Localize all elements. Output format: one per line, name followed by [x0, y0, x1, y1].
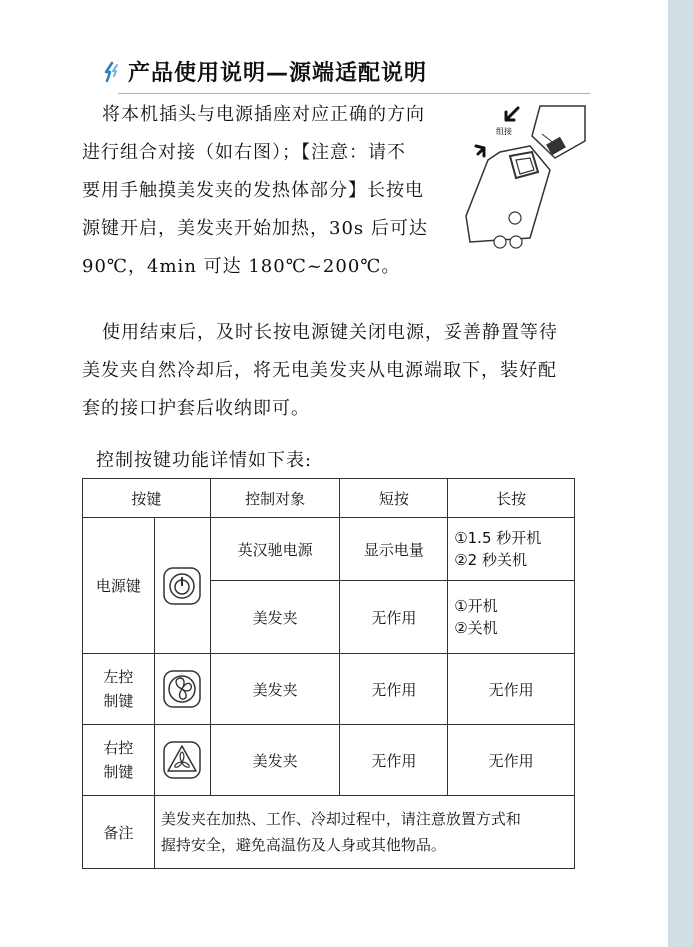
header-long-press: 长按: [448, 479, 575, 518]
right-key-icon-cell: [154, 725, 210, 796]
cell-target: 美发夹: [210, 581, 340, 654]
cell-long-line: ②2 秒关机: [454, 551, 527, 569]
header-target: 控制对象: [210, 479, 340, 518]
paragraph-line: 美发夹自然冷却后，将无电美发夹从电源端取下，装好配: [82, 360, 557, 381]
paragraph-line: 将本机插头与电源插座对应正确的方向: [102, 104, 425, 125]
table-row: [83, 796, 575, 869]
note-line: 握持安全，避免高温伤及人身或其他物品。: [160, 836, 446, 854]
key-label-line: 左控: [103, 668, 134, 686]
instruction-paragraph-2: [82, 314, 602, 428]
key-label-line: 制键: [103, 763, 134, 781]
triangle-fan-icon: [161, 739, 203, 781]
cell-long: 无作用: [448, 725, 575, 796]
note-line: 美发夹在加热、工作、冷却过程中，请注意放置方式和: [160, 810, 521, 828]
left-key-label: [83, 654, 155, 725]
paragraph-line: 要用手触摸美发夹的发热体部分】长按电: [82, 180, 424, 201]
cell-long: [448, 581, 575, 654]
cell-short: 显示电量: [340, 518, 448, 581]
paragraph-line: 90℃，4min 可达 180℃~200℃。: [82, 256, 401, 277]
lightning-icon: [100, 61, 122, 83]
paragraph-line: 源键开启，美发夹开始加热，30s 后可达: [82, 218, 428, 239]
assembly-illustration: [460, 96, 590, 256]
header-key: 按键: [83, 479, 211, 518]
illustration-label: 组接: [496, 127, 512, 136]
power-key-icon-cell: [154, 518, 210, 654]
table-caption: 控制按键功能详情如下表:: [96, 450, 313, 471]
paragraph-line: 进行组合对接（如右图）；【注意：请不: [82, 142, 406, 163]
title-row: [100, 56, 427, 87]
cell-long: 无作用: [448, 654, 575, 725]
side-strip: [668, 0, 693, 947]
note-label: 备注: [83, 796, 155, 869]
cell-short: 无作用: [340, 581, 448, 654]
cell-short: 无作用: [340, 725, 448, 796]
table-row: [83, 725, 575, 796]
paragraph-line: 套的接口护套后收纳即可。: [82, 398, 310, 419]
cell-target: 美发夹: [210, 725, 340, 796]
header-short-press: 短按: [340, 479, 448, 518]
cell-long: [448, 518, 575, 581]
right-key-label: [83, 725, 155, 796]
cell-short: 无作用: [340, 654, 448, 725]
table-row: [83, 654, 575, 725]
title-divider: [118, 93, 590, 94]
power-button-icon: [509, 212, 521, 224]
cell-long-line: ②关机: [454, 619, 498, 637]
cell-target: 英汉驰电源: [210, 518, 340, 581]
cell-target: 美发夹: [210, 654, 340, 725]
key-label-line: 制键: [103, 692, 134, 710]
table-row: [83, 518, 575, 581]
note-text: [154, 796, 574, 869]
cell-long-line: ①开机: [454, 597, 498, 615]
left-key-icon-cell: [154, 654, 210, 725]
cell-long-line: ①1.5 秒开机: [454, 529, 542, 547]
page-title: 产品使用说明—源端适配说明: [128, 61, 428, 86]
control-key-table: [82, 478, 575, 869]
power-icon: [161, 565, 203, 607]
instruction-paragraph-1: [82, 96, 452, 286]
power-key-label: 电源键: [83, 518, 155, 654]
fan-icon: [161, 668, 203, 710]
key-label-line: 右控: [103, 739, 134, 757]
table-header-row: [83, 479, 575, 518]
paragraph-line: 使用结束后，及时长按电源键关闭电源，妥善静置等待: [102, 322, 558, 343]
